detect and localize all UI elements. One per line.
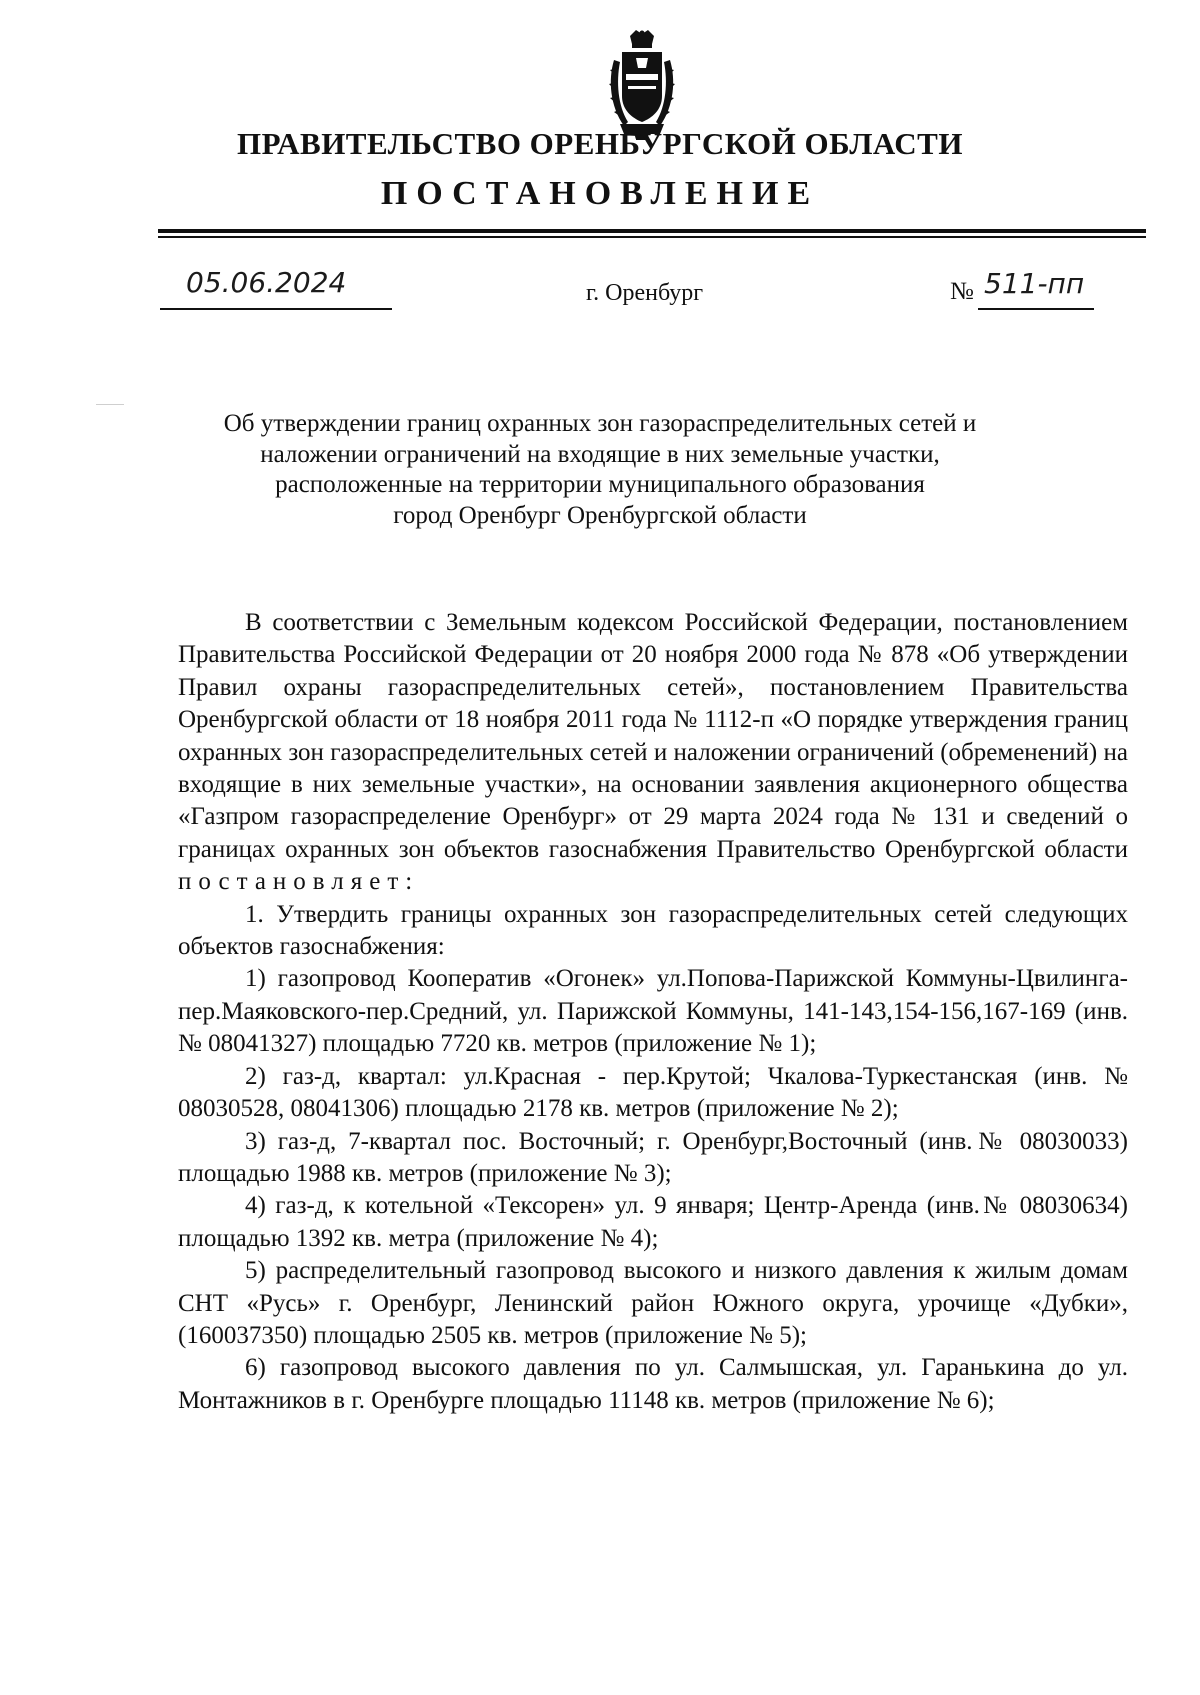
header-divider-thin: [158, 236, 1146, 238]
document-subject: [150, 409, 1050, 531]
preamble-text: В соответствии с Земельным кодексом Российской Федерации, постановлением Правительства Российской Федерации от 20 ноября 2000 года № 878 «Об утверждении Правил охраны газораспределительных сетей», постановлением Правительства Оренбургской области от 18 ноября 2011 года № 1112-п «О порядке утверждения границ охранных зон газораспределительных сетей и наложении ограничений (обременений) на входящие в них земельные участки», на основании заявления акционерного общества «Газпром газораспределение Оренбург» от 29 марта 2024 года № 131 и сведений о границах охранных зон объектов газоснабжения Правительство Оренбургской области: [178, 609, 1128, 863]
subject-line: город Оренбург Оренбургской области: [393, 501, 807, 529]
subitem-paragraph: 1) газопровод Кооператив «Огонек» ул.Попова-Парижской Коммуны-Цвилинга-пер.Маяковского-пер.Средний, ул. Парижской Коммуны, 141-143,154-156,167-169 (инв.№ 08041327) площадью 7720 кв. метров (приложение № 1);: [178, 965, 1128, 1058]
item-1-paragraph: 1. Утвердить границы охранных зон газораспределительных сетей следующих объектов газоснабжения:: [178, 900, 1128, 961]
number-underline: [978, 308, 1094, 310]
subject-line: расположенные на территории муниципального образования: [275, 471, 925, 498]
document-number-label: №: [950, 278, 974, 305]
subitem-paragraph: 3) газ-д, 7-квартал пос. Восточный; г. Оренбург,Восточный (инв.№ 08030033) площадью 1988 кв. метров (приложение № 3);: [178, 1127, 1128, 1187]
preamble-verb: постановляет:: [178, 868, 420, 896]
subitem-paragraph: 5) распределительный газопровод высокого и низкого давления к жилым домам СНТ «Русь» г. Оренбург, Ленинский район Южного округа, урочище «Дубки», (160037350) площадью 2505 кв. метров (приложение № 5);: [178, 1257, 1128, 1349]
subject-line: Об утверждении границ охранных зон газораспределительных сетей и: [223, 410, 977, 437]
document-body: [178, 607, 1128, 1417]
subitem-paragraph: 4) газ-д, к котельной «Тексорен» ул. 9 января; Центр-Аренда (инв.№ 08030634) площадью 1392 кв. метра (приложение № 4);: [178, 1192, 1128, 1252]
document-date: 05.06.2024: [186, 266, 347, 299]
margin-mark: [96, 404, 124, 405]
document-city: г. Оренбург: [586, 280, 704, 306]
organization-title: ПРАВИТЕЛЬСТВО ОРЕНБУРГСКОЙ ОБЛАСТИ: [237, 126, 963, 161]
document-type-title: ПОСТАНОВЛЕНИЕ: [380, 175, 820, 212]
subitem-paragraph: 6) газопровод высокого давления по ул. Салмышская, ул. Гаранькина до ул. Монтажников в г. Оренбурге площадью 11148 кв. метров (приложение № 6);: [178, 1354, 1128, 1414]
coat-of-arms-emblem: [606, 30, 678, 140]
preamble-paragraph: [178, 607, 1128, 899]
subitem-paragraph: 2) газ-д, квартал: ул.Красная - пер.Крутой; Чкалова-Туркестанская (инв. № 08030528, 08041306) площадью 2178 кв. метров (приложение № 2);: [178, 1062, 1128, 1123]
document-number: 511-пп: [984, 267, 1085, 300]
subject-line: наложении ограничений на входящие в них земельные участки,: [260, 440, 940, 468]
header-divider-thick: [158, 229, 1146, 233]
date-underline: [160, 308, 392, 310]
